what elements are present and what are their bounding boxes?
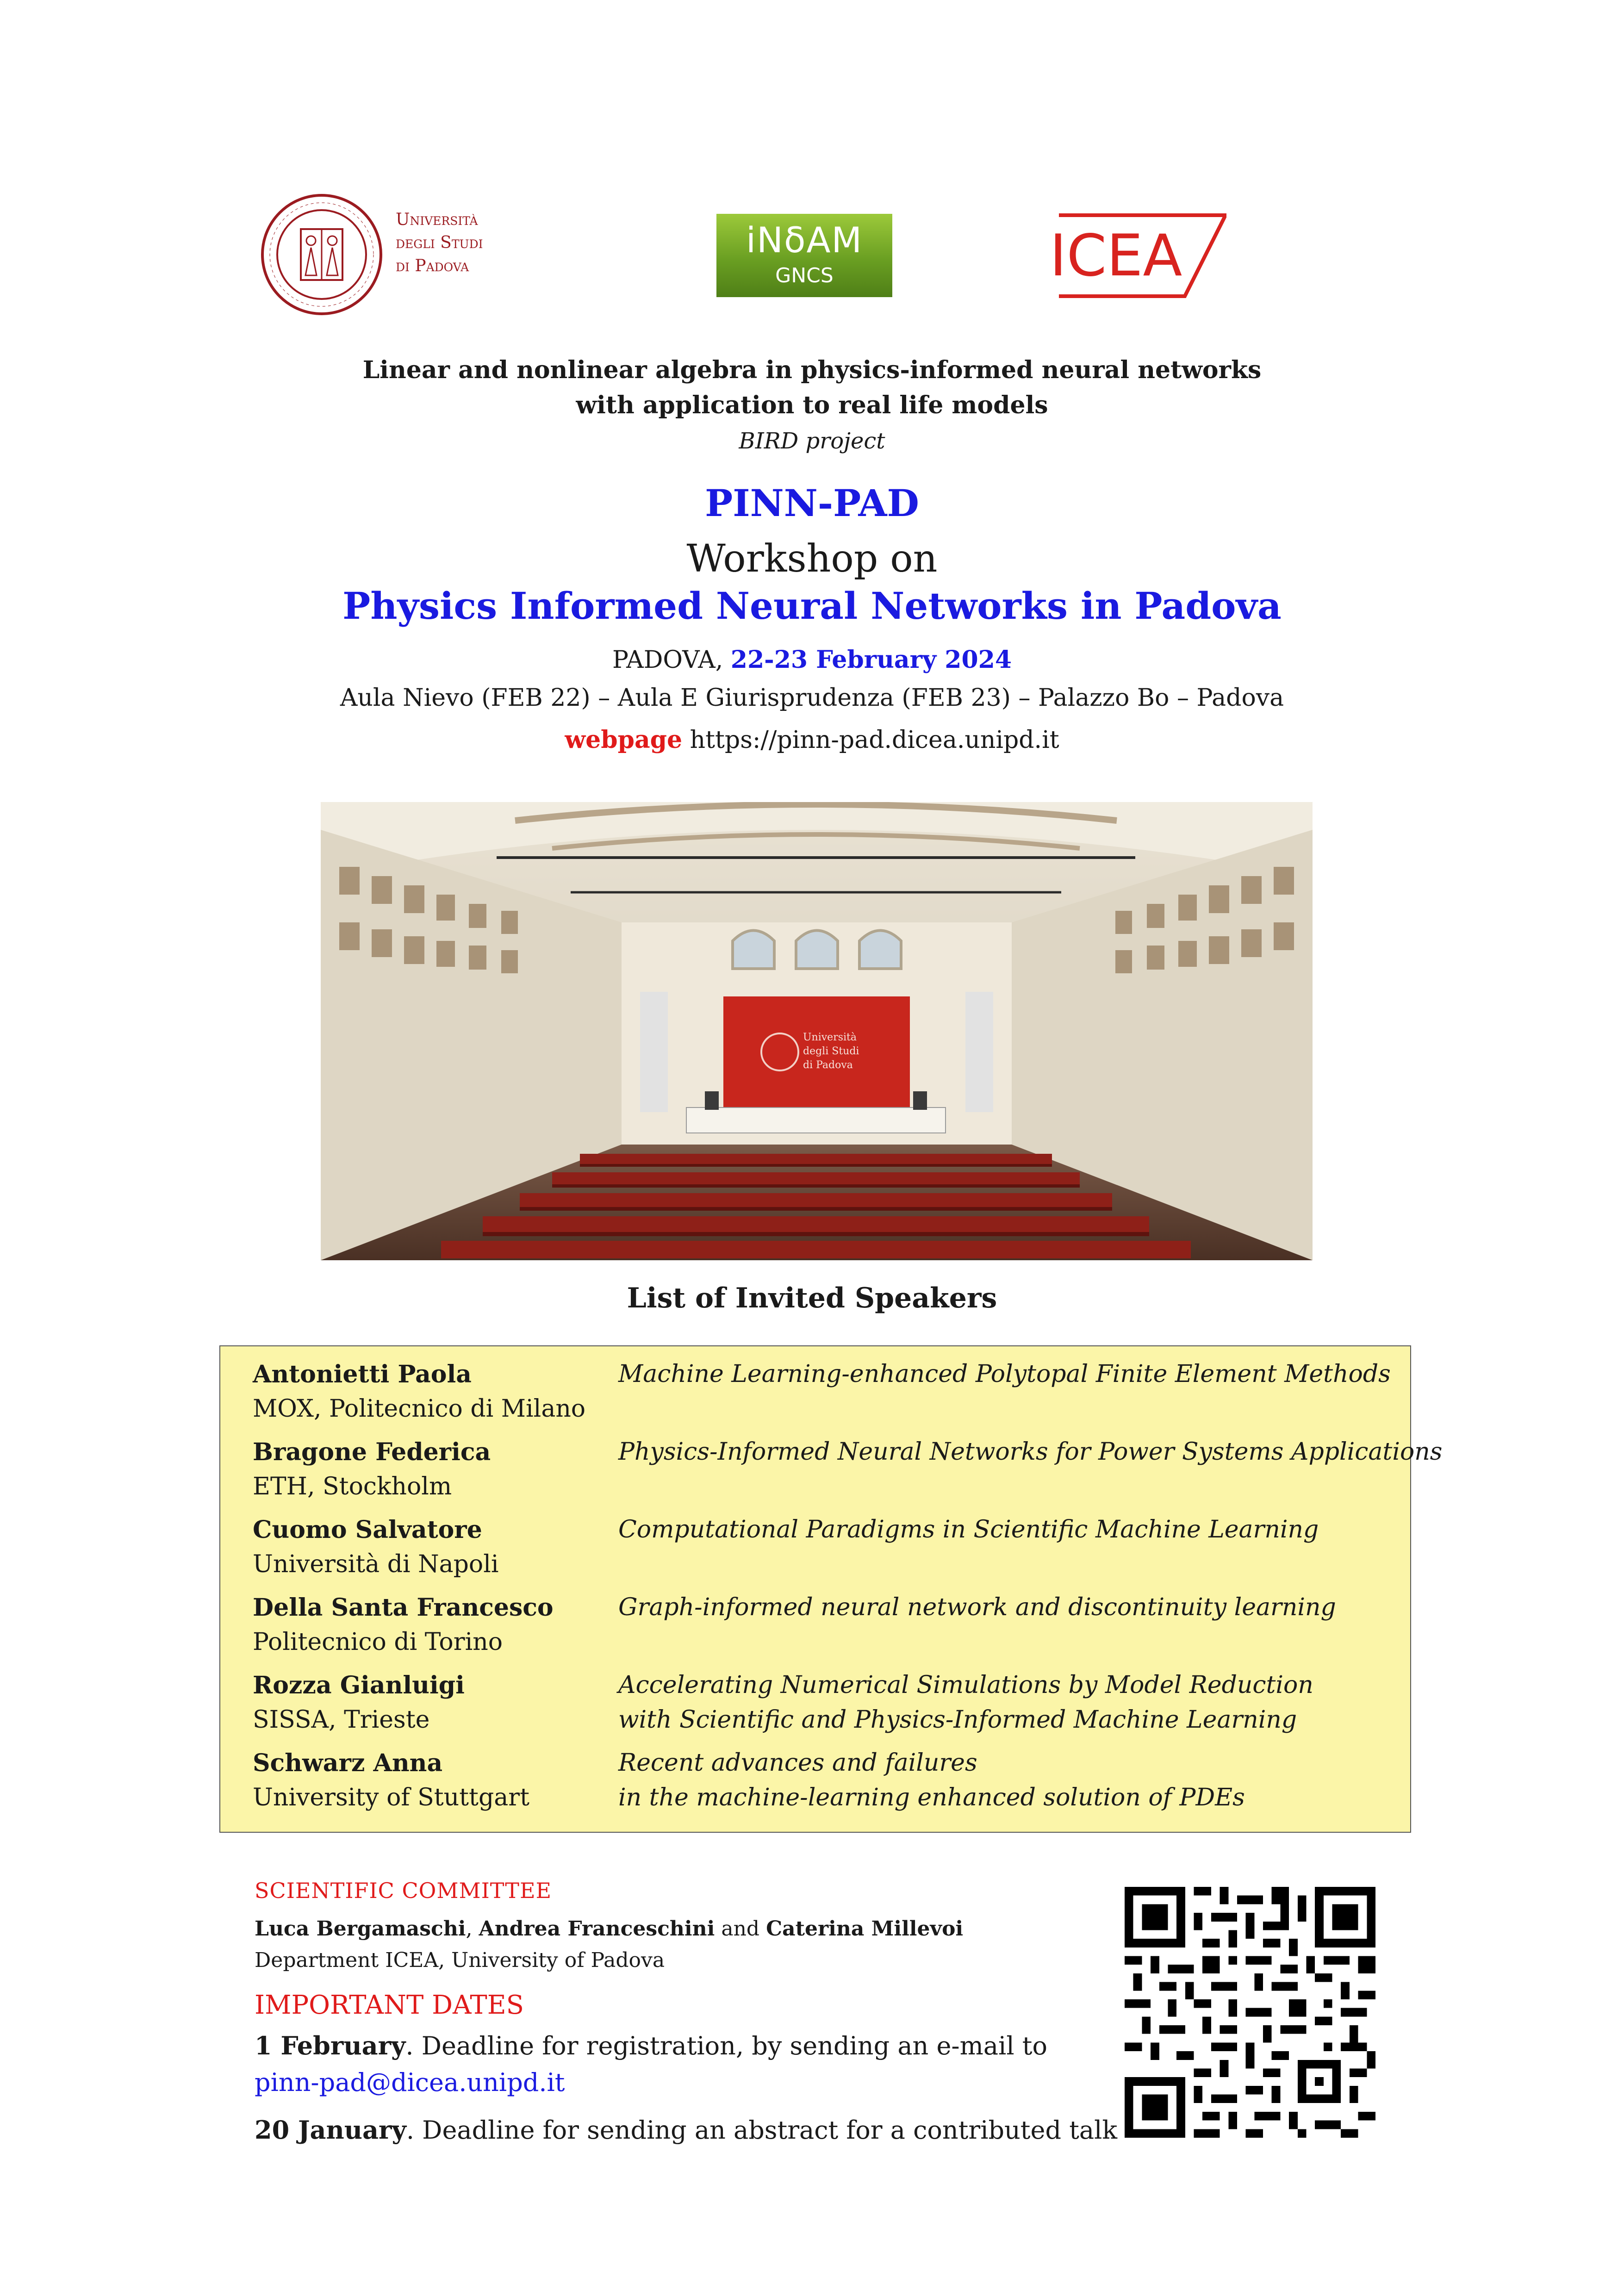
committee-member: Andrea Franceschini [479, 1917, 715, 1941]
webpage-link[interactable]: https://pinn-pad.dicea.unipd.it [690, 726, 1059, 754]
qr-code-icon[interactable] [1125, 1887, 1375, 2138]
date-abstract-text: . Deadline for sending an abstract for a contributed talk [406, 2116, 1118, 2145]
screen-text-2: degli Studi [803, 1045, 859, 1057]
speaker-talk-title-cont: in the machine-learning enhanced solution of PDEs [618, 1784, 1245, 1811]
committee-member: Luca Bergamaschi [255, 1917, 466, 1941]
committee-separator: and [721, 1917, 760, 1941]
webpage-label: webpage [565, 726, 683, 754]
speaker-row [253, 1360, 1410, 1438]
webpage-line [0, 726, 1624, 754]
speaker-affiliation: ETH, Stockholm [253, 1473, 452, 1500]
workshop-acronym: PINN-PAD [705, 481, 919, 525]
speaker-row [253, 1749, 1410, 1827]
speaker-name: Antonietti Paola [253, 1360, 472, 1388]
speaker-talk-title: Accelerating Numerical Simulations by Model Reduction [618, 1671, 1313, 1699]
date-abstract [255, 2115, 1117, 2145]
speakers-heading: List of Invited Speakers [627, 1282, 997, 1314]
workshop-name: Physics Informed Neural Networks in Padova [342, 584, 1282, 628]
indam-logo [716, 214, 892, 297]
workshop-date-line [0, 646, 1624, 674]
lecture-hall-illustration [321, 802, 1313, 1260]
unipd-word-3: di Padova [396, 256, 469, 275]
date-abstract-date: 20 January [255, 2115, 406, 2145]
icea-logo [1051, 211, 1226, 301]
speaker-affiliation: Università di Napoli [253, 1550, 499, 1578]
unipd-word-1: Università [396, 210, 478, 229]
indam-subtitle: GNCS [775, 264, 834, 287]
speaker-name: Della Santa Francesco [253, 1593, 554, 1622]
unipd-wordmark [396, 208, 483, 278]
date-registration-date: 1 February [255, 2031, 406, 2060]
speaker-talk-title: Graph-informed neural network and discontinuity learning [618, 1593, 1336, 1621]
speaker-name: Rozza Gianluigi [253, 1671, 465, 1699]
project-title-line-1: Linear and nonlinear algebra in physics-informed neural networks [362, 356, 1262, 384]
speaker-row [253, 1593, 1410, 1671]
qr-code-graphic [1125, 1887, 1375, 2138]
unipd-word-2: degli Studi [396, 233, 483, 252]
speaker-name: Bragone Federica [253, 1438, 491, 1466]
speakers-box [219, 1345, 1443, 1833]
unipd-logo [257, 190, 544, 319]
committee-separator: , [466, 1917, 473, 1941]
speaker-name: Cuomo Salvatore [253, 1516, 482, 1544]
dates-heading: IMPORTANT DATES [255, 1990, 524, 2020]
speaker-talk-title: Recent advances and failures [618, 1749, 977, 1777]
date-registration-text: . Deadline for registration, by sending an e-mail to [405, 2031, 1047, 2060]
workshop-intro: Workshop on [686, 537, 938, 581]
committee-department: Department ICEA, University of Padova [255, 1948, 665, 1972]
speaker-affiliation: SISSA, Trieste [253, 1706, 430, 1734]
speaker-affiliation: University of Stuttgart [253, 1784, 529, 1811]
project-title-line-2: with application to real life models [576, 391, 1048, 419]
registration-email-link[interactable]: pinn-pad@dicea.unipd.it [255, 2068, 565, 2097]
icea-wordmark: ICEA [1050, 223, 1182, 289]
project-subtitle: BIRD project [739, 428, 885, 454]
indam-title: iNδAM [746, 219, 863, 261]
committee-member: Caterina Millevoi [766, 1917, 964, 1941]
lecture-hall-photo [321, 802, 1313, 1260]
speaker-row [253, 1516, 1410, 1593]
speaker-affiliation: Politecnico di Torino [253, 1628, 503, 1656]
workshop-venue: Aula Nievo (FEB 22) – Aula E Giurisprudenza (FEB 23) – Palazzo Bo – Padova [340, 684, 1284, 712]
speaker-affiliation: MOX, Politecnico di Milano [253, 1395, 586, 1423]
screen-text-3: di Padova [803, 1059, 853, 1071]
committee-members [255, 1917, 963, 1941]
committee-heading: SCIENTIFIC COMMITTEE [255, 1878, 552, 1903]
date-registration [255, 2031, 1047, 2060]
workshop-dates: 22-23 February 2024 [730, 646, 1012, 674]
speaker-row [253, 1671, 1410, 1749]
speaker-name: Schwarz Anna [253, 1749, 443, 1777]
speaker-row [253, 1438, 1443, 1516]
speaker-talk-title: Physics-Informed Neural Networks for Power Systems Applications [618, 1438, 1443, 1466]
screen-text-1: Università [803, 1032, 857, 1043]
speaker-talk-title-cont: with Scientific and Physics-Informed Machine Learning [618, 1706, 1297, 1734]
unipd-seal-icon [257, 190, 386, 319]
workshop-city: PADOVA, [612, 646, 723, 674]
speaker-talk-title: Computational Paradigms in Scientific Machine Learning [618, 1516, 1319, 1543]
speaker-talk-title: Machine Learning-enhanced Polytopal Finite Element Methods [618, 1360, 1391, 1388]
